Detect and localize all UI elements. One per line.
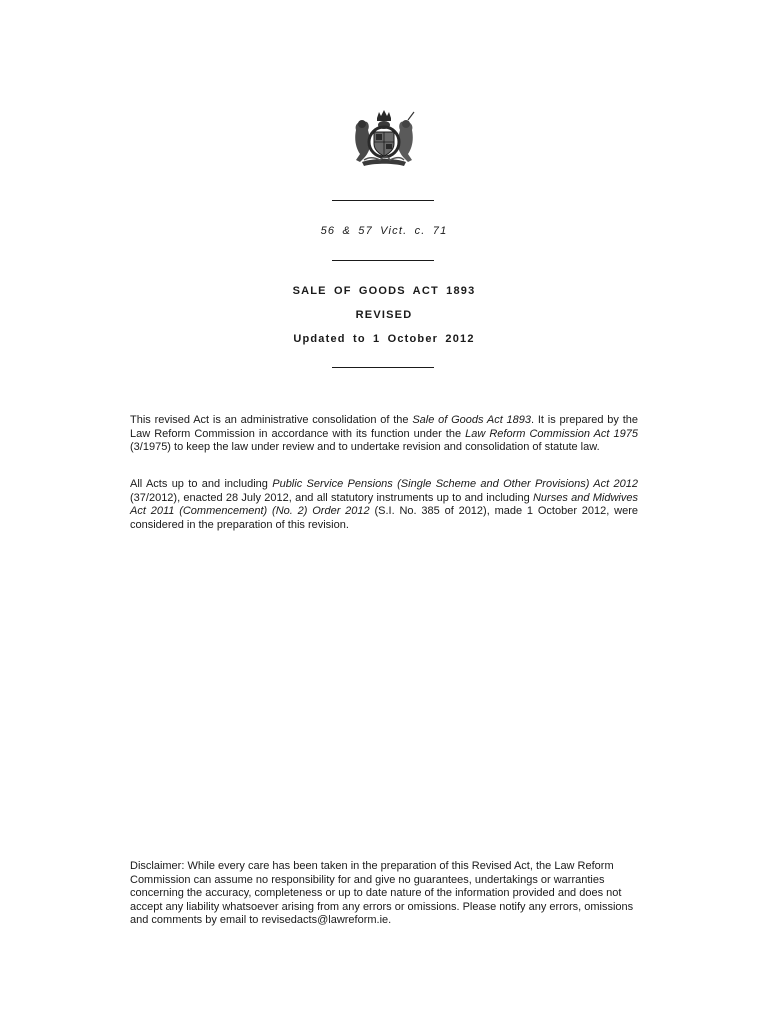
- title-divider: [332, 367, 434, 368]
- pensions-act-reference: Public Service Pensions (Single Scheme and Other Provisions) Act 2012: [272, 478, 638, 490]
- intro-paragraph-scope: [130, 478, 638, 532]
- royal-coat-of-arms-icon: [350, 108, 418, 168]
- disclaimer-text: Disclaimer: While every care has been taken in the preparation of this Revised Act, the Law Reform Commission can assume no responsibility for and give no guarantees, undertakings or warranties concerning the accuracy, completeness or up to date nature of the information provided and does not accept any liability whatsoever arising from any errors or omissions. Please notify any errors, omissions and comments by email to: [130, 860, 634, 927]
- lrc-act-reference: Law Reform Commission Act 1975: [465, 427, 638, 440]
- act-title: SALE OF GOODS ACT 1893: [292, 285, 476, 297]
- intro-text: This revised Act is an administrative consolidation of the: [130, 414, 413, 426]
- updated-date-label: Updated to 1 October 2012: [293, 333, 475, 345]
- coat-of-arms-drawing: [350, 108, 418, 168]
- intro-text: All Acts up to and including: [130, 478, 273, 490]
- intro-text: (S.I. No. 385 of 2012), made 1 October 2012, were considered in the preparation of this revision.: [130, 505, 638, 531]
- revised-label: REVISED: [355, 309, 413, 321]
- intro-text: (37/2012), enacted 28 July 2012, and all statutory instruments up to and including: [130, 491, 533, 504]
- intro-text: . It is prepared by the Law Reform Commission in accordance with its function under the: [130, 414, 638, 440]
- act-name-reference: Sale of Goods Act 1893: [412, 414, 532, 426]
- intro-text: (3/1975) to keep the law under review and to undertake revision and consolidation of statute law.: [130, 441, 600, 454]
- nurses-order-reference: Nurses and Midwives Act 2011 (Commencement) (No. 2) Order 2012: [130, 491, 638, 518]
- citation-divider: [332, 260, 434, 261]
- disclaimer-end: .: [388, 914, 392, 927]
- contact-email[interactable]: revisedacts@lawreform.ie: [261, 914, 389, 927]
- act-citation: 56 & 57 Vict. c. 71: [320, 225, 448, 237]
- intro-paragraph-consolidation: [130, 414, 638, 455]
- disclaimer-paragraph: [130, 860, 638, 928]
- top-divider: [332, 200, 434, 201]
